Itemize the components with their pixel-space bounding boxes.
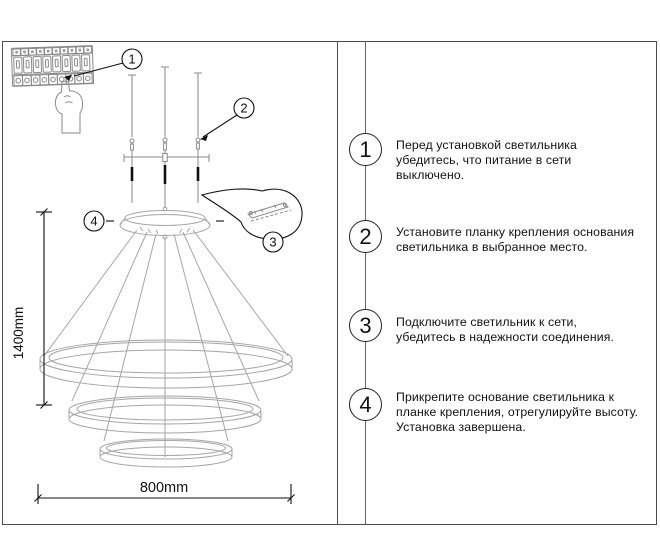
svg-text:2: 2 [240, 100, 248, 116]
pendant-lamp-installation-diagram [2, 41, 337, 525]
ring-small [100, 439, 232, 467]
step-2-badge [349, 220, 382, 253]
step-3-badge [349, 309, 382, 342]
step-1-badge [349, 133, 382, 166]
step-1-number: 1 [359, 136, 372, 162]
panel-divider-line [337, 41, 338, 525]
svg-text:4: 4 [90, 213, 98, 229]
step-2-number: 2 [359, 223, 372, 249]
height-dimension [11, 209, 52, 409]
step-4-badge [349, 388, 382, 421]
steps-connector-line [365, 41, 366, 525]
callout-2 [200, 98, 254, 141]
breaker-panel-illustration [11, 46, 93, 87]
height-dimension-label: 1400mm [11, 306, 26, 360]
step-4-text: Прикрепите основание светильника к планке крепления, отрегулируйте высоту. Установка завершена. [396, 390, 639, 434]
step-2-text: Установите планку крепления основания светильника в выбранное место. [396, 225, 635, 254]
cable-fan [44, 230, 288, 457]
step-3-number: 3 [359, 312, 372, 338]
suspension-cables [128, 67, 202, 208]
callout-4 [84, 211, 224, 231]
ring-large [40, 340, 292, 388]
hand-illustration [55, 81, 82, 133]
step-4-number: 4 [359, 391, 372, 417]
svg-text:1: 1 [128, 51, 136, 67]
callout-3 [263, 232, 283, 252]
width-dimension-label: 800mm [139, 480, 189, 496]
svg-text:3: 3 [269, 234, 277, 250]
step-1-text: Перед установкой светильника убедитесь, что питание в сети выключено. [396, 138, 577, 182]
step-3-text: Подключите светильник к сети, убедитесь в надежности соединения. [396, 315, 614, 344]
detail-balloon [202, 189, 302, 239]
mounting-bar [124, 154, 209, 163]
width-dimension [35, 480, 295, 504]
